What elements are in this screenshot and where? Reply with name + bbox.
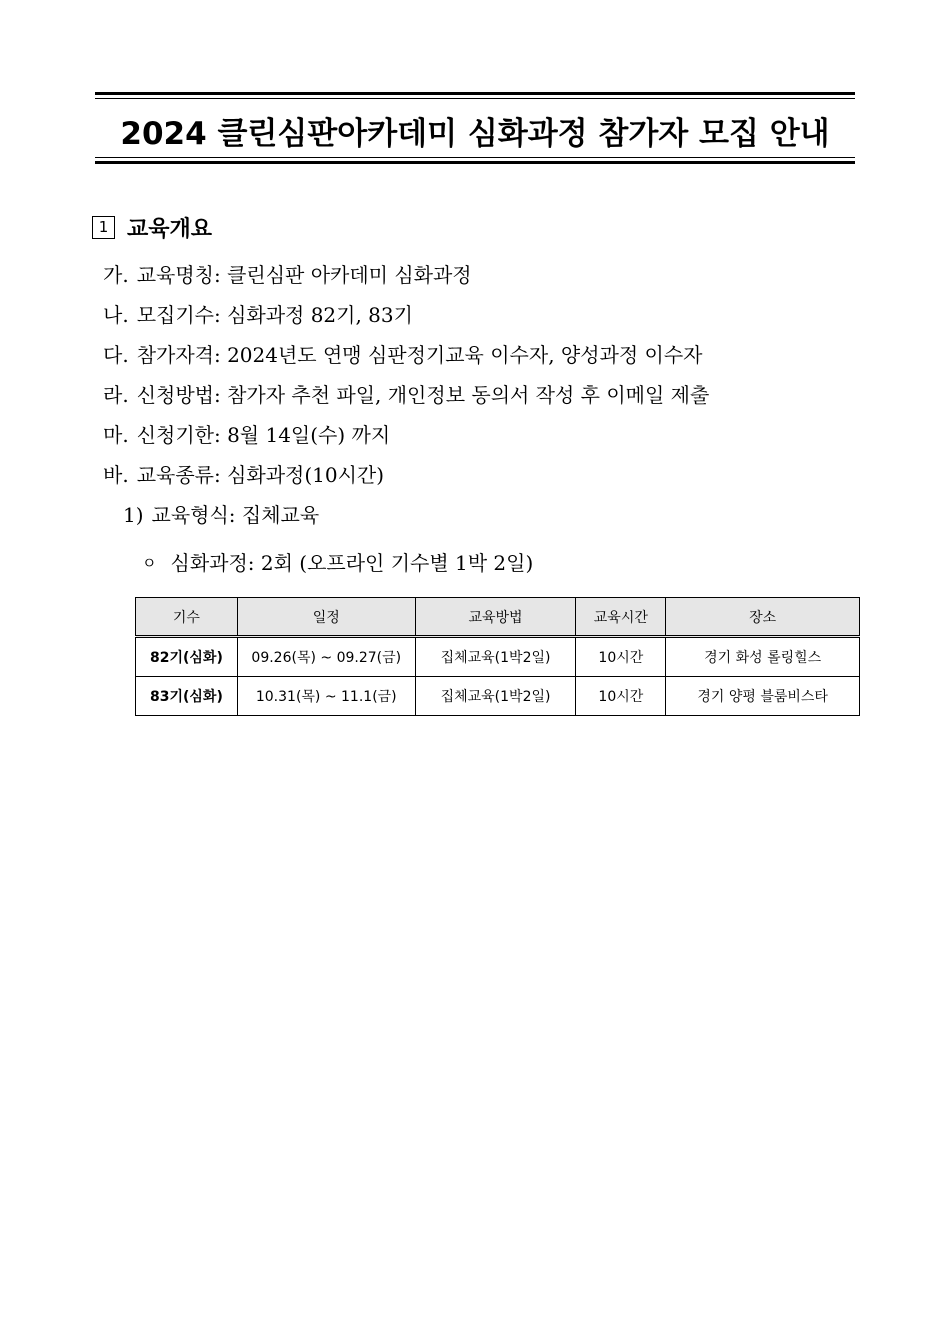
bullet-text: 심화과정: 2회 (오프라인 기수별 1박 2일) xyxy=(170,551,534,575)
column-header-hours: 교육시간 xyxy=(576,598,666,637)
list-item-na xyxy=(103,299,413,328)
column-header-cohort: 기수 xyxy=(136,598,238,637)
list-item-text: 모집기수: 심화과정 82기, 83기 xyxy=(136,303,413,327)
cohort-cell: 82기(심화) xyxy=(136,637,238,677)
list-marker: 라. xyxy=(103,383,129,407)
column-header-schedule: 일정 xyxy=(237,598,415,637)
list-item-da xyxy=(103,339,703,368)
list-item-ba xyxy=(103,459,384,488)
method-cell: 집체교육(1박2일) xyxy=(415,637,576,677)
section-title: 교육개요 xyxy=(127,217,213,242)
hours-cell: 10시간 xyxy=(576,637,666,677)
method-cell: 집체교육(1박2일) xyxy=(415,677,576,716)
table-row xyxy=(136,637,860,677)
table-row xyxy=(136,677,860,716)
schedule-table xyxy=(135,597,860,716)
schedule-cell: 10.31(목) ~ 11.1(금) xyxy=(237,677,415,716)
title-box xyxy=(95,92,855,164)
list-item-text: 신청기한: 8월 14일(수) 까지 xyxy=(136,423,391,447)
list-item-ra xyxy=(103,379,709,408)
list-item-text: 참가자격: 2024년도 연맹 심판정기교육 이수자, 양성과정 이수자 xyxy=(136,343,703,367)
list-item-ma xyxy=(103,419,390,448)
section-heading xyxy=(92,212,212,243)
list-item-text: 교육종류: 심화과정(10시간) xyxy=(136,463,385,487)
sub-list-item xyxy=(123,499,319,528)
sub-list-marker: 1) xyxy=(123,503,144,527)
list-item-text: 교육명칭: 클린심판 아카데미 심화과정 xyxy=(136,263,472,287)
list-marker: 바. xyxy=(103,463,129,487)
list-item-ga xyxy=(103,259,472,288)
list-item-text: 신청방법: 참가자 추천 파일, 개인정보 동의서 작성 후 이메일 제출 xyxy=(136,383,710,407)
hours-cell: 10시간 xyxy=(576,677,666,716)
bullet-item xyxy=(142,547,533,576)
section-number-box: 1 xyxy=(92,216,115,239)
sub-list-text: 교육형식: 집체교육 xyxy=(151,503,320,527)
list-marker: 나. xyxy=(103,303,129,327)
page-title: 2024 클린심판아카데미 심화과정 참가자 모집 안내 xyxy=(120,116,830,152)
column-header-location: 장소 xyxy=(666,598,860,637)
column-header-method: 교육방법 xyxy=(415,598,576,637)
location-cell: 경기 화성 롤링힐스 xyxy=(666,637,860,677)
list-marker: 다. xyxy=(103,343,129,367)
list-marker: 마. xyxy=(103,423,129,447)
list-marker: 가. xyxy=(103,263,129,287)
cohort-cell: 83기(심화) xyxy=(136,677,238,716)
bullet-marker: ㅇ xyxy=(142,554,157,572)
location-cell: 경기 양평 블룸비스타 xyxy=(666,677,860,716)
schedule-cell: 09.26(목) ~ 09.27(금) xyxy=(237,637,415,677)
table-header-row xyxy=(136,598,860,637)
